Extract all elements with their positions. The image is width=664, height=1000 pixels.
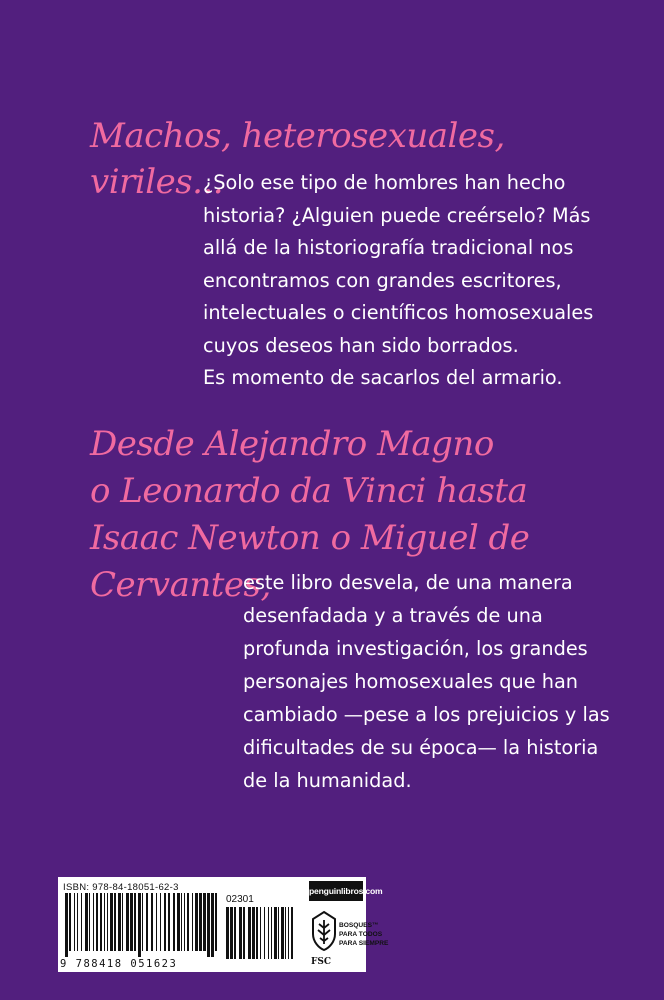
barcode-bar (288, 907, 289, 959)
barcode-bar (211, 893, 214, 957)
barcode-panel (58, 877, 389, 972)
barcode-bar (256, 907, 258, 959)
barcode-bar (260, 907, 261, 959)
barcode-bar (226, 907, 229, 959)
barcode-bar (104, 893, 105, 951)
fsc-slogan-line1: BOSQUES™ (339, 922, 379, 929)
second-line-6: dificultades de su época— la historia (243, 736, 599, 759)
barcode-bar (93, 893, 94, 951)
intro-line-7: Es momento de sacarlos del armario. (203, 366, 563, 389)
barcode-bar (134, 893, 136, 951)
barcode-bar (234, 907, 236, 959)
barcode-bar (278, 907, 279, 959)
second-heading-line3: Isaac Newton o Miguel de (90, 518, 530, 558)
barcode-bar (85, 893, 88, 951)
barcode-bar (230, 907, 233, 959)
barcode-bar (69, 893, 71, 951)
fsc-slogan (339, 921, 388, 948)
barcode-bar (173, 893, 175, 951)
second-line-3: profunda investigación, los grandes (243, 637, 588, 660)
barcode-bar (77, 893, 78, 951)
barcode-bars (63, 893, 221, 957)
barcode-bar (65, 893, 68, 957)
second-line-2: desenfadada y a través de una (243, 604, 543, 627)
barcode-bar (248, 907, 251, 959)
barcode-bar (281, 907, 284, 959)
second-line-4: personajes homosexuales que han (243, 670, 579, 693)
barcode-bar (181, 893, 182, 951)
barcode-addon-bars (224, 907, 298, 963)
barcode-bar (271, 907, 272, 959)
intro-heading-line1: Machos, heterosexuales, (90, 116, 505, 156)
barcode-bar (291, 907, 293, 959)
barcode-bar (252, 907, 255, 959)
barcode-bar (151, 893, 153, 951)
barcode-bar (138, 893, 141, 957)
barcode-bar (203, 893, 206, 951)
barcode-bar (142, 893, 143, 951)
second-line-5: cambiado —pese a los prejuicios y las (243, 703, 610, 726)
barcode-bar (110, 893, 113, 951)
fsc-slogan-line3: PARA SIEMPRE (339, 940, 389, 947)
barcode-bar (243, 907, 245, 959)
intro-heading-line2: viriles... (90, 162, 224, 202)
barcode-bar (122, 893, 123, 951)
barcode-bar (164, 893, 166, 951)
barcode-bar (130, 893, 133, 951)
barcode-bar (187, 893, 189, 951)
barcode-digits: 9 788418 051623 (60, 958, 178, 970)
barcode-bar (107, 893, 108, 951)
barcode-bar (114, 893, 116, 951)
barcode-bar (274, 907, 277, 959)
barcode-bar (207, 893, 210, 957)
barcode-bar (264, 907, 265, 959)
second-heading-line1: Desde Alejandro Magno (90, 424, 494, 464)
intro-line-6: cuyos deseos han sido borrados. (203, 333, 519, 357)
fsc-logo-text: FSC (311, 957, 332, 967)
intro-line-5: intelectuales o científicos homosexuales (203, 301, 594, 324)
barcode-bar (81, 893, 82, 951)
intro-line-1: ¿Solo ese tipo de hombres han hecho (203, 171, 566, 194)
barcode-bar (239, 907, 242, 959)
barcode-bar (195, 893, 198, 951)
barcode-bar (126, 893, 129, 951)
barcode-bar (96, 893, 98, 951)
barcode-addon-code: 02301 (226, 894, 254, 905)
barcode-bar (199, 893, 202, 951)
publisher-website: penguinlibros.com (309, 881, 363, 901)
barcode-bar (285, 907, 286, 959)
second-line-7: de la humanidad. (243, 769, 412, 792)
barcode-bar (156, 893, 157, 951)
barcode-bar (89, 893, 90, 951)
barcode-bar (177, 893, 180, 951)
intro-line-3: allá de la historiografía tradicional nos (203, 236, 574, 259)
barcode-bar (146, 893, 148, 951)
barcode-bar (184, 893, 185, 951)
barcode-bar (215, 893, 217, 951)
barcode-bar (74, 893, 75, 951)
second-heading-line2: o Leonardo da Vinci hasta (90, 471, 528, 511)
barcode-bar (192, 893, 193, 951)
barcode-bar (118, 893, 121, 951)
fsc-slogan-line2: PARA TODOS (339, 931, 383, 938)
intro-line-2: historia? ¿Alguien puede creérselo? Más (203, 203, 591, 227)
second-heading-line4: Cervantes, (90, 565, 271, 605)
isbn-label: ISBN: 978-84-18051-62-3 (63, 882, 179, 893)
intro-line-4: encontramos con grandes escritores, (203, 268, 562, 292)
barcode-bar (168, 893, 170, 951)
barcode-bar (268, 907, 269, 959)
barcode-bar (160, 893, 161, 951)
barcode-bar (100, 893, 102, 951)
second-line-1: este libro desvela, de una manera (243, 571, 573, 594)
